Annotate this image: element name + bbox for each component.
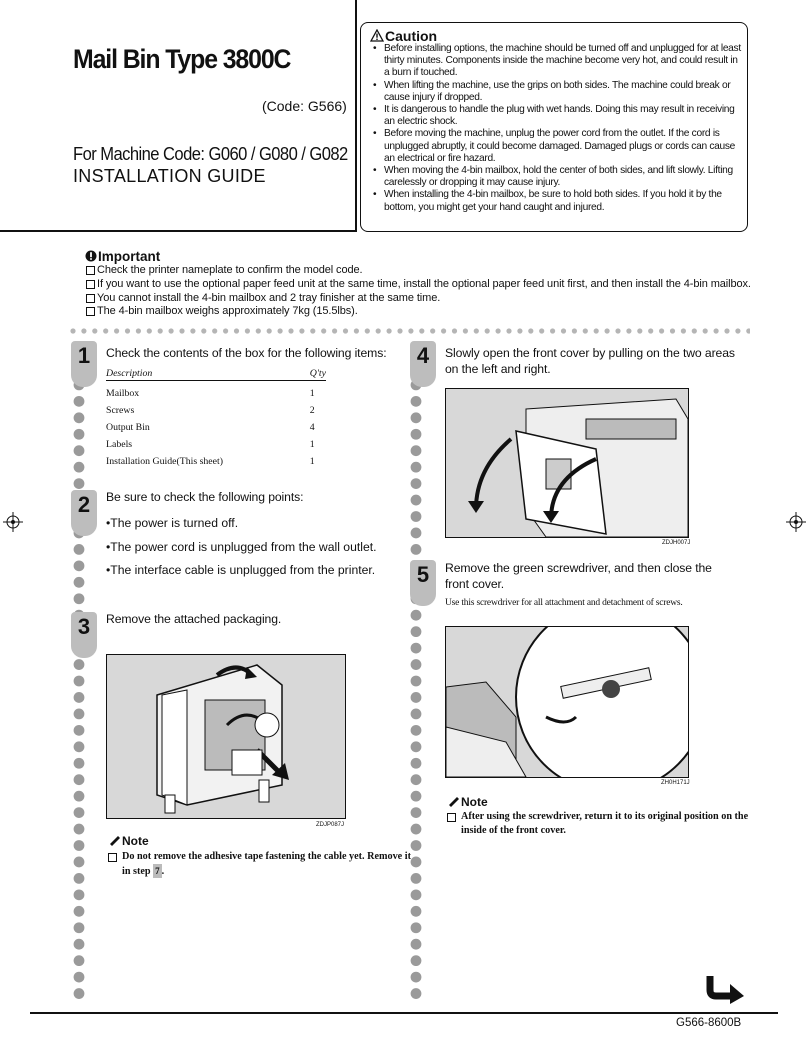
margin-dot <box>411 840 422 851</box>
margin-dot <box>411 396 422 407</box>
column-header-description: Description <box>106 366 310 381</box>
separator-dot <box>648 328 653 333</box>
screwdriver-illustration <box>445 626 689 778</box>
margin-dot <box>411 906 422 917</box>
step-number-2: 2 <box>71 490 97 536</box>
margin-dot <box>411 791 422 802</box>
margin-dot <box>74 412 85 423</box>
margin-dot <box>411 955 422 966</box>
footer-rule <box>30 1012 778 1014</box>
separator-dot <box>70 328 75 333</box>
separator-dot <box>354 328 359 333</box>
check-point: •The interface cable is unplugged from the printer. <box>106 563 376 577</box>
cell-qty: 1 <box>309 456 315 467</box>
cell-qty: 4 <box>309 422 315 433</box>
margin-dot <box>411 412 422 423</box>
pencil-icon <box>108 834 122 846</box>
separator-dot <box>387 328 392 333</box>
separator-dot <box>506 328 511 333</box>
next-page-arrow-icon <box>706 972 746 1004</box>
figure-code: ZH0H171J <box>661 780 690 786</box>
separator-dot <box>474 328 479 333</box>
document-code: G566-8600B <box>676 1017 742 1029</box>
margin-dot <box>411 610 422 621</box>
step-ref-badge: 7 <box>155 866 160 876</box>
separator-dot <box>114 328 119 333</box>
step-2-text: Be sure to check the following points: <box>106 490 304 504</box>
caution-item: • Before moving the machine, unplug the power cord from the outlet. If the cord is unplugged abruptly, it could become damaged. Damaged plugs or cords can cause an electrical or fire hazard. <box>370 128 742 165</box>
caution-item: • When lifting the machine, use the grips on both sides. The machine could break or cause injury if dropped. <box>370 80 742 104</box>
margin-dot <box>74 593 85 604</box>
open-front-cover-illustration <box>445 388 689 538</box>
separator-dot <box>714 328 719 333</box>
separator-dot <box>397 328 402 333</box>
separator-dot <box>310 328 315 333</box>
separator-dot <box>147 328 152 333</box>
step-number-3: 3 <box>71 612 97 658</box>
separator-dot <box>288 328 293 333</box>
separator-dot <box>572 328 577 333</box>
separator-dot <box>626 328 631 333</box>
step-number-4: 4 <box>410 341 436 387</box>
machine-code: For Machine Code: G060 / G080 / G082 <box>73 144 348 164</box>
margin-dot <box>411 528 422 539</box>
registration-mark-right <box>786 512 806 532</box>
separator-dot <box>452 328 457 333</box>
separator-dot <box>158 328 163 333</box>
margin-dot <box>411 626 422 637</box>
margin-dot <box>74 955 85 966</box>
cell-qty: 1 <box>309 439 315 450</box>
important-item: You cannot install the 4-bin mailbox and 2 tray finisher at the same time. <box>86 292 786 306</box>
margin-dot <box>74 560 85 571</box>
margin-dot <box>74 445 85 456</box>
table-row <box>106 381 326 403</box>
separator-dot <box>670 328 675 333</box>
margin-dot <box>411 544 422 555</box>
note-text <box>447 810 761 838</box>
margin-dot <box>74 774 85 785</box>
margin-dot <box>74 807 85 818</box>
caution-item: • Before installing options, the machine should be turned off and unplugged for at least thirty minutes. Components inside the machine become very hot, and could result in a burn if touched. <box>370 43 742 80</box>
important-item: If you want to use the optional paper feed unit at the same time, install the optional paper feed unit first, and then install the 4-bin mailbox. <box>86 278 786 292</box>
margin-dot <box>411 643 422 654</box>
important-list <box>86 264 786 319</box>
important-item: Check the printer nameplate to confirm the model code. <box>86 264 786 278</box>
separator-dot <box>637 328 642 333</box>
separator-dot <box>256 328 261 333</box>
margin-dot <box>411 758 422 769</box>
margin-dot <box>74 889 85 900</box>
margin-dot <box>411 972 422 983</box>
margin-dot <box>74 659 85 670</box>
separator-dot <box>605 328 610 333</box>
registration-mark-left <box>3 512 23 532</box>
step-5-subtext: Use this screwdriver for all attachment and detachment of screws. <box>445 598 683 608</box>
margin-dot <box>411 774 422 785</box>
separator-dot <box>703 328 708 333</box>
separator-dot <box>550 328 555 333</box>
separator-dot <box>267 328 272 333</box>
separator-dot <box>212 328 217 333</box>
margin-dot <box>74 478 85 489</box>
note-body: After using the screwdriver, return it to its original position on the inside of the front cover. <box>461 811 749 836</box>
separator-dot <box>81 328 86 333</box>
step-number-1: 1 <box>71 341 97 387</box>
margin-dot <box>411 495 422 506</box>
note-title: Note <box>122 834 149 848</box>
check-point: •The power cord is unplugged from the wall outlet. <box>106 540 377 554</box>
title-block <box>0 0 357 232</box>
margin-dot <box>411 429 422 440</box>
step-number-5: 5 <box>410 560 436 606</box>
cell-description: Screws <box>106 405 135 416</box>
margin-dot <box>74 906 85 917</box>
cell-description: Installation Guide(This sheet) <box>106 456 223 467</box>
important-title: Important <box>98 249 161 264</box>
margin-dot <box>411 922 422 933</box>
margin-dot <box>411 939 422 950</box>
margin-dot <box>411 659 422 670</box>
mailbox-packaging-illustration <box>106 654 346 819</box>
important-item: The 4-bin mailbox weighs approximately 7kg (15.5lbs). <box>86 305 786 319</box>
margin-dot <box>74 692 85 703</box>
cell-description: Mailbox <box>106 388 140 399</box>
cell-description: Output Bin <box>106 422 150 433</box>
pencil-icon <box>447 795 461 807</box>
margin-dot <box>411 824 422 835</box>
margin-dot <box>74 544 85 555</box>
separator-dot <box>735 328 740 333</box>
margin-dot <box>411 857 422 868</box>
table-row <box>106 402 326 419</box>
separator-dot <box>136 328 141 333</box>
margin-dot <box>74 939 85 950</box>
important-heading <box>85 249 160 264</box>
separator-dot <box>278 328 283 333</box>
caution-item: • It is dangerous to handle the plug with wet hands. Doing this may result in receiving an electric shock. <box>370 104 742 128</box>
important-icon <box>85 250 97 262</box>
separator-dot <box>408 328 413 333</box>
product-code: (Code: G566) <box>262 98 347 114</box>
separator-dot <box>234 328 239 333</box>
margin-dot <box>74 725 85 736</box>
margin-dot <box>411 741 422 752</box>
note-heading <box>447 795 488 809</box>
separator-dot <box>365 328 370 333</box>
figure-code: ZDJP087J <box>316 822 345 828</box>
separator-dot <box>441 328 446 333</box>
separator-dot <box>179 328 184 333</box>
separator-dot <box>539 328 544 333</box>
separator-dot <box>376 328 381 333</box>
margin-dot <box>411 889 422 900</box>
figure-code: ZDJH007J <box>662 540 691 546</box>
margin-dot <box>411 692 422 703</box>
margin-dot <box>74 873 85 884</box>
note-end: . <box>161 866 165 877</box>
contents-table <box>106 366 326 470</box>
dot-column-left <box>73 346 85 1011</box>
separator-dot <box>169 328 174 333</box>
margin-dot <box>74 577 85 588</box>
separator-dot <box>561 328 566 333</box>
margin-dot <box>74 922 85 933</box>
checkbox-icon <box>108 853 117 862</box>
separator-dot <box>190 328 195 333</box>
separator-dot <box>594 328 599 333</box>
table-row <box>106 419 326 436</box>
separator-dot <box>659 328 664 333</box>
caution-list <box>370 43 742 214</box>
separator-dot <box>332 328 337 333</box>
separator-dot <box>92 328 97 333</box>
separator-dot <box>485 328 490 333</box>
separator-dot <box>615 328 620 333</box>
separator-dot <box>223 328 228 333</box>
document-title: Mail Bin Type 3800C <box>73 44 291 74</box>
step-3-text: Remove the attached packaging. <box>106 612 282 626</box>
margin-dot <box>74 972 85 983</box>
separator-dot <box>517 328 522 333</box>
note-title: Note <box>461 795 488 809</box>
margin-dot <box>74 857 85 868</box>
margin-dot <box>411 873 422 884</box>
table-row <box>106 453 326 470</box>
separator-dot <box>299 328 304 333</box>
caution-title: Caution <box>385 28 438 44</box>
separator-dot <box>103 328 108 333</box>
table-row <box>106 436 326 453</box>
margin-dot <box>74 824 85 835</box>
separator-dot <box>746 328 750 333</box>
separator-dot <box>321 328 326 333</box>
margin-dot <box>411 709 422 720</box>
cell-qty: 1 <box>309 388 315 399</box>
step-1-text: Check the contents of the box for the following items: <box>106 346 387 360</box>
separator-dot <box>463 328 468 333</box>
table-header-row <box>106 366 326 381</box>
guide-title: INSTALLATION GUIDE <box>73 166 266 186</box>
margin-dot <box>411 445 422 456</box>
cell-description: Labels <box>106 439 133 450</box>
step-5-text: Remove the green screwdriver, and then close the front cover. <box>445 561 712 591</box>
margin-dot <box>74 988 85 999</box>
separator-dot <box>430 328 435 333</box>
separator-dot <box>125 328 130 333</box>
margin-dot <box>74 462 85 473</box>
separator-dot <box>692 328 697 333</box>
margin-dot <box>74 741 85 752</box>
separator-dot <box>343 328 348 333</box>
note-text <box>108 850 412 879</box>
separator-dot <box>724 328 729 333</box>
step-4-text: Slowly open the front cover by pulling on the two areas on the left and right. <box>445 346 735 376</box>
check-point: •The power is turned off. <box>106 516 239 530</box>
margin-dot <box>411 725 422 736</box>
margin-dot <box>411 478 422 489</box>
margin-dot <box>74 676 85 687</box>
margin-dot <box>411 511 422 522</box>
caution-heading <box>370 28 437 44</box>
dot-separator <box>70 326 750 336</box>
warning-triangle-icon <box>370 29 384 42</box>
caution-item: • When installing the 4-bin mailbox, be sure to hold both sides. If you hold it by the bottom, you might get your hand caught and injured. <box>370 189 742 213</box>
margin-dot <box>74 840 85 851</box>
note-heading <box>108 834 149 848</box>
margin-dot <box>411 676 422 687</box>
margin-dot <box>411 462 422 473</box>
cell-qty: 2 <box>309 405 315 416</box>
margin-dot <box>74 791 85 802</box>
note-body: Do not remove the adhesive tape fastening the cable yet. Remove it in step <box>122 851 411 877</box>
separator-dot <box>245 328 250 333</box>
margin-dot <box>74 396 85 407</box>
separator-dot <box>201 328 206 333</box>
separator-dot <box>528 328 533 333</box>
margin-dot <box>411 988 422 999</box>
dot-column-right <box>410 346 422 1011</box>
column-header-qty: Q'ty <box>309 367 326 379</box>
separator-dot <box>583 328 588 333</box>
separator-dot <box>419 328 424 333</box>
margin-dot <box>74 758 85 769</box>
separator-dot <box>496 328 501 333</box>
margin-dot <box>74 429 85 440</box>
separator-dot <box>681 328 686 333</box>
caution-item: • When moving the 4-bin mailbox, hold the center of both sides, and lift slowly. Lifting carelessly or dropping it may cause injury. <box>370 165 742 189</box>
margin-dot <box>411 807 422 818</box>
checkbox-icon <box>447 813 456 822</box>
margin-dot <box>74 709 85 720</box>
